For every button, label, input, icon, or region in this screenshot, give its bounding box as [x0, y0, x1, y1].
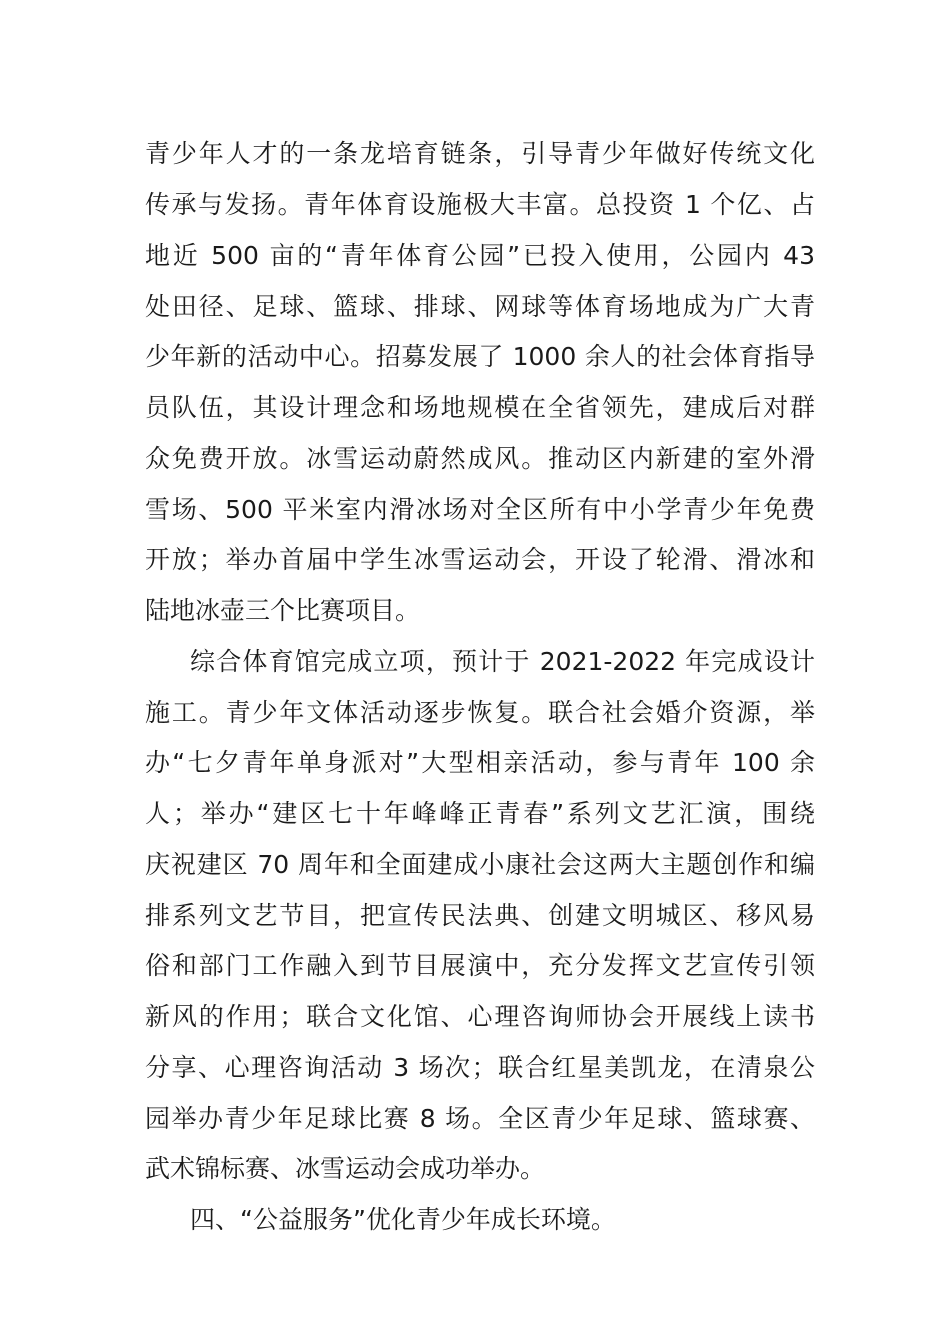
paragraph-2-line-1: 综合体育馆完成立项，预计于 2021-2022 年完成设计: [190, 647, 815, 676]
paragraph-1-line-7: 众免费开放。冰雪运动蔚然成风。推动区内新建的室外滑: [145, 444, 815, 473]
paragraph-1-line-9: 开放；举办首届中学生冰雪运动会，开设了轮滑、滑冰和: [145, 545, 815, 574]
paragraph-2-line-3: 办“七夕青年单身派对”大型相亲活动，参与青年 100 余: [145, 748, 815, 777]
paragraph-1-line-1: 青少年人才的一条龙培育链条，引导青少年做好传统文化: [145, 139, 815, 168]
paragraph-1-line-8: 雪场、500 平米室内滑冰场对全区所有中小学青少年免费: [145, 495, 815, 524]
paragraph-2-line-9: 分享、心理咨询活动 3 场次；联合红星美凯龙，在清泉公: [145, 1053, 815, 1082]
paragraph-1-line-10: 陆地冰壶三个比赛项目。: [145, 596, 421, 625]
paragraph-2-line-8: 新风的作用；联合文化馆、心理咨询师协会开展线上读书: [145, 1002, 815, 1031]
paragraph-2-line-2: 施工。青少年文体活动逐步恢复。联合社会婚介资源，举: [145, 698, 815, 727]
paragraph-1-line-6: 员队伍，其设计理念和场地规模在全省领先，建成后对群: [145, 393, 815, 422]
paragraph-2-line-7: 俗和部门工作融入到节目展演中，充分发挥文艺宣传引领: [145, 951, 815, 980]
paragraph-2-line-6: 排系列文艺节目，把宣传民法典、创建文明城区、移风易: [145, 901, 815, 930]
paragraph-2-line-10: 园举办青少年足球比赛 8 场。全区青少年足球、篮球赛、: [145, 1104, 815, 1133]
paragraph-2-line-4: 人；举办“建区七十年峰峰正青春”系列文艺汇演，围绕: [145, 799, 815, 828]
paragraph-2-line-5: 庆祝建区 70 周年和全面建成小康社会这两大主题创作和编: [145, 850, 815, 879]
section-heading-4: 四、“公益服务”优化青少年成长环境。: [190, 1205, 616, 1234]
paragraph-2-line-11: 武术锦标赛、冰雪运动会成功举办。: [145, 1154, 546, 1183]
paragraph-1-line-5: 少年新的活动中心。招募发展了 1000 余人的社会体育指导: [145, 342, 815, 371]
paragraph-1-line-3: 地近 500 亩的“青年体育公园”已投入使用，公园内 43: [145, 241, 815, 270]
paragraph-1-line-4: 处田径、足球、篮球、排球、网球等体育场地成为广大青: [145, 292, 815, 321]
paragraph-1-line-2: 传承与发扬。青年体育设施极大丰富。总投资 1 个亿、占: [145, 190, 815, 219]
